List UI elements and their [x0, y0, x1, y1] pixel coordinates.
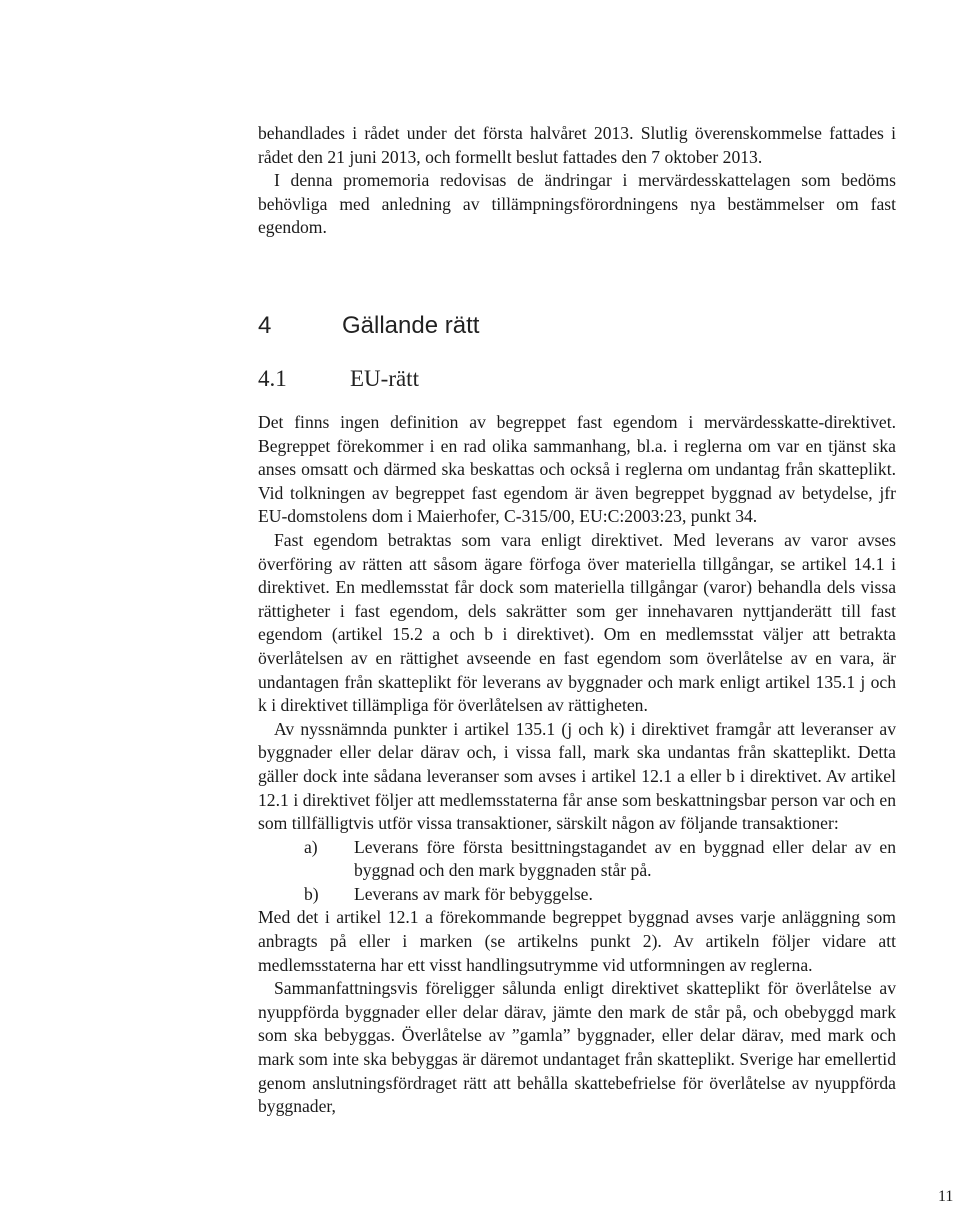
section-number: 4 [258, 312, 272, 339]
list-item [258, 883, 896, 907]
subsection-title: EU-rätt [350, 366, 419, 391]
subsection-number: 4.1 [258, 366, 287, 391]
body-block [258, 411, 896, 1119]
list-marker: b) [304, 883, 319, 904]
list-marker: a) [304, 836, 318, 857]
section-title: Gällande rätt [342, 312, 480, 339]
body-paragraph-5: Sammanfattningsvis föreligger sålunda enligt direktivet skatteplikt för överlåtelse av nyuppförda byggnader eller delar därav, jämte den mark de står på, och obebyggd mark som ska bebyggas. Överlåtelse av ”gamla” byggnader, eller delar därav, med mark och mark som inte ska bebyggas är däremot undantaget från skatteplikt. Sverige har emellertid genom anslutningsfördraget rätt att behålla skattebefrielse för överlåtelse av nyuppförda byggnader, [258, 978, 896, 1117]
body-paragraph-1: Det finns ingen definition av begreppet fast egendom i mervärdesskatte-direktivet. Begreppet förekommer i en rad olika sammanhang, bl.a. i reglerna om var en tjänst ska anses omsatt och därmed ska beskattas och också i reglerna om undantag från skatteplikt. Vid tolkningen av begreppet fast egendom är även begreppet byggnad av betydelse, jfr EU-domstolens dom i Maierhofer, C-315/00, EU:C:2003:23, punkt 34. [258, 412, 896, 527]
intro-paragraph-2: I denna promemoria redovisas de ändringar i mervärdesskattelagen som bedöms behövliga med anledning av tillämpningsförordningens nya bestämmelser om fast egendom. [258, 170, 896, 238]
body-paragraph-2: Fast egendom betraktas som vara enligt direktivet. Med leverans av varor avses överföring av rätten att såsom ägare förfoga över materiella tillgångar, se artikel 14.1 i direktivet. En medlemsstat får dock som materiella tillgångar (varor) behandla dels vissa rättigheter i fast egendom, dels sakrätter som ger innehavaren nyttjanderätt till fast egendom (artikel 15.2 a och b i direktivet). Om en medlemsstat väljer att betrakta överlåtelsen av en rättighet avseende en fast egendom som överlåtelse av en vara, är undantagen från skatteplikt för leverans av byggnader och mark enligt artikel 135.1 j och k i direktivet tillämpliga för överlåtelsen av rättigheten. [258, 529, 896, 716]
transaction-list [258, 836, 896, 907]
body-paragraph-4: Med det i artikel 12.1 a förekommande begreppet byggnad avses varje anläggning som anbragts på eller i marken (se artikelns punkt 2). Av artikeln följer vidare att medlemsstaterna har ett visst handlingsutrymme vid utformningen av reglerna. [258, 907, 896, 975]
section-heading [258, 312, 479, 340]
list-text: Leverans före första besittningstagandet av en byggnad eller delar av en byggnad och den mark byggnaden står på. [354, 836, 896, 881]
list-text: Leverans av mark för bebyggelse. [354, 883, 593, 904]
subsection-heading [258, 366, 419, 392]
intro-paragraph-1: behandlades i rådet under det första halvåret 2013. Slutlig överenskommelse fattades i rådet den 21 juni 2013, och formellt beslut fattades den 7 oktober 2013. [258, 123, 896, 167]
body-paragraph-3: Av nyssnämnda punkter i artikel 135.1 (j och k) i direktivet framgår att leveranser av byggnader eller delar därav och, i vissa fall, mark ska undantas från skatteplikt. Detta gäller dock inte sådana leveranser som avses i artikel 12.1 a eller b i direktivet. Av artikel 12.1 i direktivet följer att medlemsstaterna får anse som beskattningsbar person var och en som tillfälligtvis utför vissa transaktioner, särskilt någon av följande transaktioner: [258, 718, 896, 834]
list-item [258, 836, 896, 883]
intro-block [258, 122, 896, 240]
page-number: 11 [938, 1188, 954, 1205]
